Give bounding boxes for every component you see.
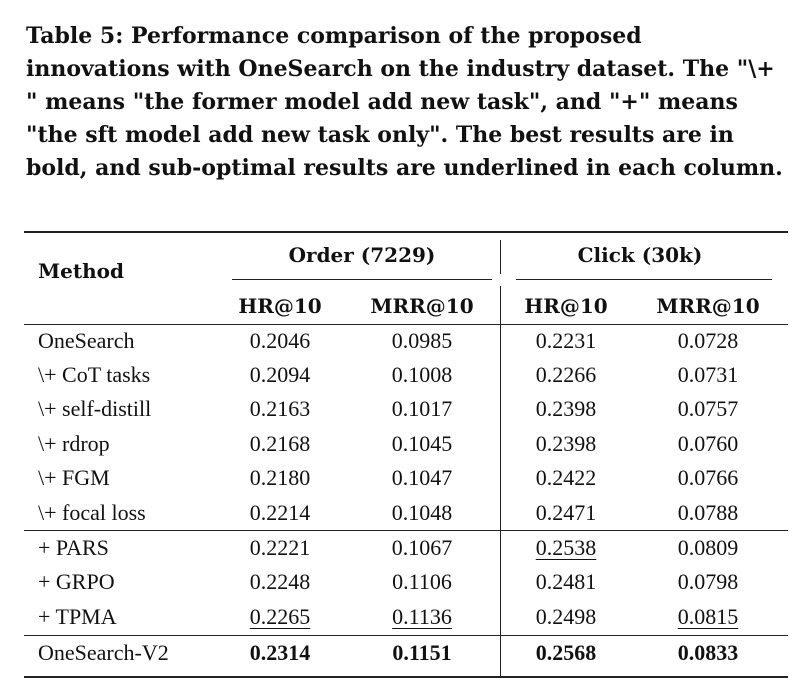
order-mrr10-cell: 0.1048 bbox=[391, 500, 453, 525]
order-hr10-cell: 0.2046 bbox=[249, 328, 311, 353]
column-separator bbox=[500, 286, 501, 678]
method-cell: + GRPO bbox=[38, 569, 115, 594]
header-click-hr10: HR@10 bbox=[524, 294, 608, 318]
method-cell: \+ rdrop bbox=[38, 431, 110, 456]
order-hr10-cell: 0.2221 bbox=[249, 535, 311, 560]
header-bottom-rule bbox=[24, 324, 788, 325]
click-mrr10-cell: 0.0760 bbox=[677, 431, 739, 456]
order-hr10-cell: 0.2180 bbox=[249, 465, 311, 490]
click-mrr10-cell: 0.0833 bbox=[677, 640, 739, 665]
click-hr10-cell: 0.2398 bbox=[535, 396, 597, 421]
order-hr10-cell: 0.2163 bbox=[249, 396, 311, 421]
order-hr10-cell: 0.2094 bbox=[249, 362, 311, 387]
click-mrr10-cell: 0.0788 bbox=[677, 500, 739, 525]
order-hr10-cell: 0.2265 bbox=[249, 604, 311, 629]
method-cell: OneSearch-V2 bbox=[38, 640, 169, 665]
method-cell: \+ FGM bbox=[38, 465, 110, 490]
click-hr10-cell: 0.2398 bbox=[535, 431, 597, 456]
header-click-mrr10: MRR@10 bbox=[656, 294, 760, 318]
method-cell: \+ CoT tasks bbox=[38, 362, 151, 387]
section-rule-sft bbox=[24, 530, 788, 531]
order-mrr10-cell: 0.1106 bbox=[392, 569, 452, 594]
click-mrr10-cell: 0.0766 bbox=[677, 465, 739, 490]
table-caption: Table 5: Performance comparison of the proposed innovations with OneSearch on the industry dataset. The "\+ " means "the former model add new task", and "+" means "the sft model add new task only". The best results are in bold, and sub-optimal results are underlined in each column. bbox=[26, 23, 783, 181]
order-hr10-cell: 0.2168 bbox=[249, 431, 311, 456]
header-method: Method bbox=[38, 259, 124, 283]
order-mrr10-cell: 0.1151 bbox=[392, 640, 452, 665]
order-hr10-cell: 0.2214 bbox=[249, 500, 311, 525]
click-mrr10-cell: 0.0798 bbox=[677, 569, 739, 594]
click-hr10-cell: 0.2498 bbox=[535, 604, 597, 629]
order-mrr10-cell: 0.0985 bbox=[391, 328, 453, 353]
order-hr10-cell: 0.2248 bbox=[249, 569, 311, 594]
click-mrr10-cell: 0.0815 bbox=[677, 604, 739, 629]
method-cell: \+ self-distill bbox=[38, 396, 152, 421]
header-group-separator bbox=[500, 240, 501, 274]
order-mrr10-cell: 0.1047 bbox=[391, 465, 453, 490]
header-group-order: Order (7229) bbox=[288, 243, 436, 267]
click-hr10-cell: 0.2422 bbox=[535, 465, 597, 490]
order-mrr10-cell: 0.1045 bbox=[391, 431, 453, 456]
table-top-rule bbox=[24, 231, 788, 233]
section-rule-final bbox=[24, 635, 788, 636]
order-mrr10-cell: 0.1008 bbox=[391, 362, 453, 387]
click-mrr10-cell: 0.0809 bbox=[677, 535, 739, 560]
click-hr10-cell: 0.2538 bbox=[535, 535, 597, 560]
click-mrr10-cell: 0.0728 bbox=[677, 328, 739, 353]
group-click-underline bbox=[516, 279, 772, 280]
method-cell: \+ focal loss bbox=[38, 500, 146, 525]
click-mrr10-cell: 0.0731 bbox=[677, 362, 739, 387]
click-hr10-cell: 0.2481 bbox=[535, 569, 597, 594]
header-order-hr10: HR@10 bbox=[238, 294, 322, 318]
order-hr10-cell: 0.2314 bbox=[249, 640, 311, 665]
method-cell: OneSearch bbox=[38, 328, 135, 353]
order-mrr10-cell: 0.1067 bbox=[391, 535, 453, 560]
order-mrr10-cell: 0.1017 bbox=[391, 396, 453, 421]
click-hr10-cell: 0.2231 bbox=[535, 328, 597, 353]
method-cell: + TPMA bbox=[38, 604, 117, 629]
click-mrr10-cell: 0.0757 bbox=[677, 396, 739, 421]
click-hr10-cell: 0.2471 bbox=[535, 500, 597, 525]
click-hr10-cell: 0.2266 bbox=[535, 362, 597, 387]
header-order-mrr10: MRR@10 bbox=[370, 294, 474, 318]
method-cell: + PARS bbox=[38, 535, 109, 560]
click-hr10-cell: 0.2568 bbox=[535, 640, 597, 665]
header-group-click: Click (30k) bbox=[577, 243, 703, 267]
group-order-underline bbox=[232, 279, 492, 280]
order-mrr10-cell: 0.1136 bbox=[392, 604, 452, 629]
table-bottom-rule bbox=[24, 676, 788, 678]
